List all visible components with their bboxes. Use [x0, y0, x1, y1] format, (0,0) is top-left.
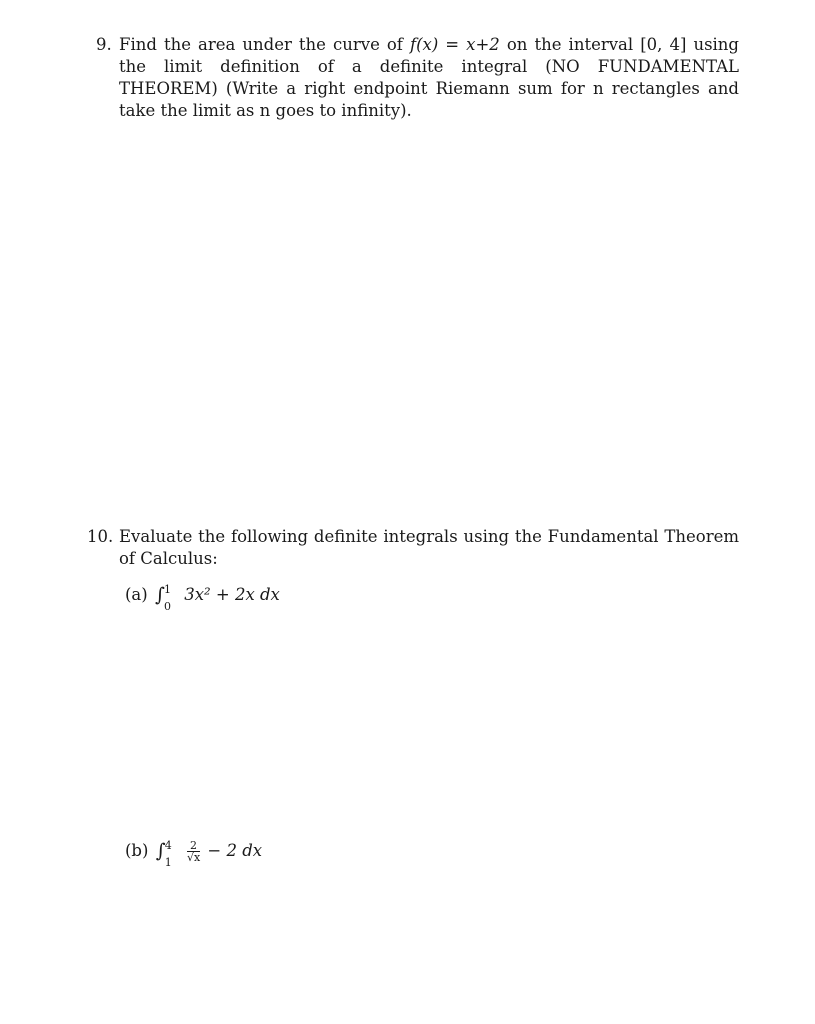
part-a-lower-limit: 0 [163, 599, 171, 613]
problem-9-interval: [0, 4] [640, 35, 687, 54]
problem-9-text-mid: on the interval [499, 35, 641, 54]
part-b-frac-num: 2 [187, 840, 200, 852]
part-a-upper-limit: 1 [163, 582, 171, 596]
problem-9-text [119, 34, 739, 122]
problem-9-text-before: Find the area under the curve of [119, 35, 410, 54]
problem-9 [87, 34, 747, 134]
part-b-integrand-rest: − 2 dx [207, 841, 263, 860]
part-b-fraction [187, 840, 200, 863]
part-a-integrand: 3x² + 2x dx [184, 585, 280, 604]
part-b-lower-limit: 1 [164, 855, 172, 869]
problem-9-text-after: using the limit definition of a definite integral (NO FUNDAMENTAL THEOREM) (Write a right endpoint Riemann sum for n rectangles and take the limit as n goes to infinity). [119, 35, 739, 120]
problem-10-text: Evaluate the following definite integrals using the Fundamental Theorem of Calculus: [119, 527, 739, 568]
problem-9-number: 9. [96, 35, 112, 54]
part-b-upper-limit: 4 [164, 838, 172, 852]
problem-10-part-a [125, 582, 280, 613]
problem-10-number: 10. [87, 527, 114, 546]
part-b-label: (b) [125, 841, 149, 860]
problem-10-part-b [125, 838, 263, 869]
problem-10 [87, 526, 747, 886]
part-a-label: (a) [125, 585, 148, 604]
part-b-frac-den: √x [186, 851, 201, 864]
problem-9-function: f(x) = x+2 [409, 35, 500, 54]
integral-sign-b: ∫ 4 1 [154, 841, 180, 863]
integral-sign-a: ∫ 1 0 [153, 585, 179, 607]
